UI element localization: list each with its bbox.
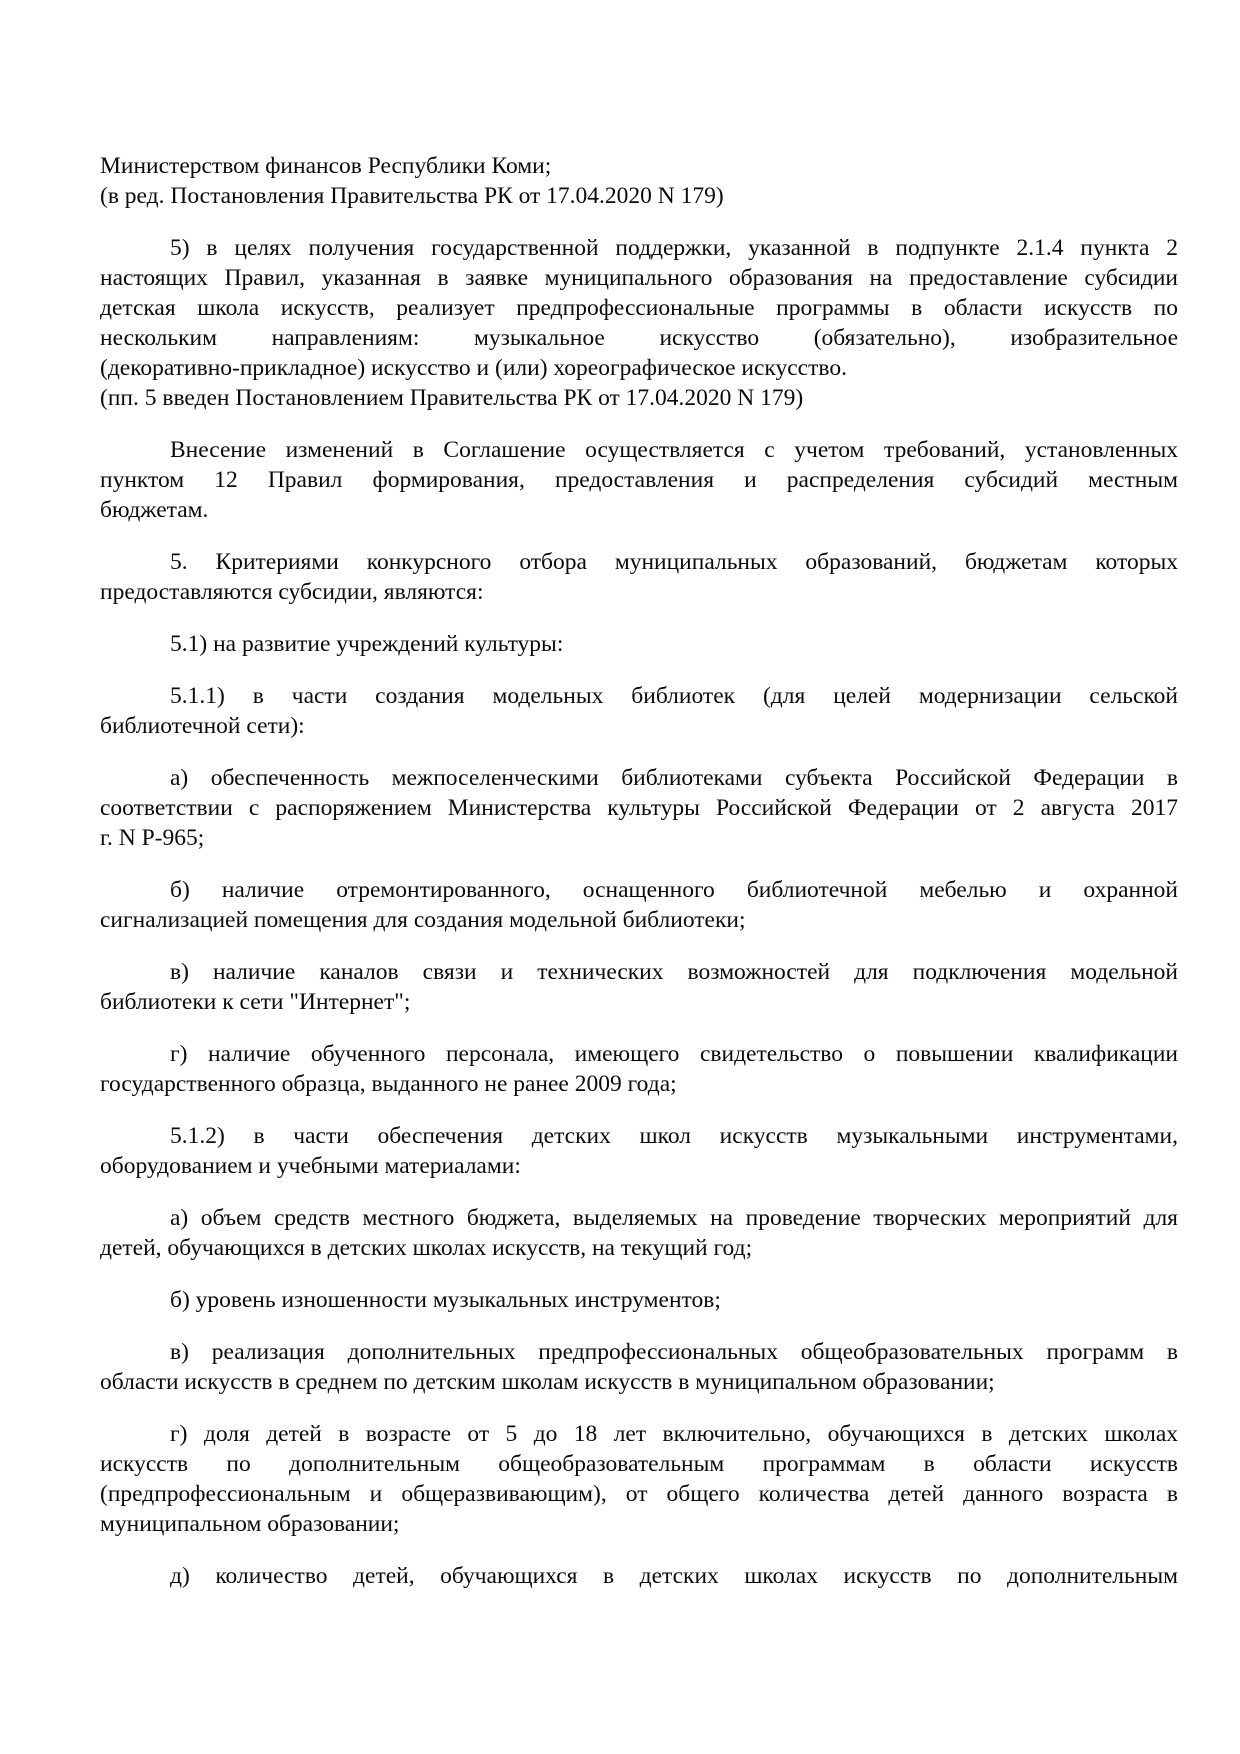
document-body (100, 151, 1178, 1591)
paragraph-edition-note (100, 181, 1178, 211)
paragraph-ministry-line (100, 151, 1178, 181)
paragraph-point-5-1-2-a (100, 1203, 1178, 1263)
paragraph-point-5-1-1-b (100, 875, 1178, 935)
text-line: 5) в целях получения государственной поддержки, указанной в подпункте 2.1.4 пункта 2 (170, 235, 1178, 261)
text-line: оборудованием и учебными материалами: (100, 1153, 521, 1179)
text-line: области искусств в среднем по детским школам искусств в муниципальном образовании; (100, 1369, 995, 1395)
text-line: в) наличие каналов связи и технических возможностей для подключения модельной (170, 959, 1178, 985)
paragraph-point-5-1-1-g (100, 1039, 1178, 1099)
paragraph-point-5-1-1-a (100, 763, 1178, 853)
text-line: (декоративно-прикладное) искусство и (или) хореографическое искусство. (100, 355, 847, 381)
paragraph-point-5-1-2-b (100, 1285, 1178, 1315)
text-line: 5. Критериями конкурсного отбора муниципальных образований, бюджетам которых (170, 549, 1178, 575)
text-line: в) реализация дополнительных предпрофессиональных общеобразовательных программ в (170, 1339, 1178, 1365)
text-line: бюджетам. (100, 497, 209, 523)
paragraph-point-5-1-1 (100, 681, 1178, 741)
paragraph-agreement-changes (100, 435, 1178, 525)
text-line: а) объем средств местного бюджета, выделяемых на проведение творческих мероприятий для (170, 1205, 1178, 1231)
text-line: предоставляются субсидии, являются: (100, 579, 484, 605)
text-line: библиотеки к сети "Интернет"; (100, 989, 411, 1015)
text-line: пунктом 12 Правил формирования, предоставления и распределения субсидий местным (100, 467, 1178, 493)
paragraph-point-5-criteria (100, 547, 1178, 607)
paragraph-point-5-1-2-v (100, 1337, 1178, 1397)
text-line: государственного образца, выданного не ранее 2009 года; (100, 1071, 677, 1097)
text-line: соответствии с распоряжением Министерства культуры Российской Федерации от 2 августа 2017 (100, 795, 1178, 821)
paragraph-point-5-1-2 (100, 1121, 1178, 1181)
text-line: детей, обучающихся в детских школах искусств, на текущий год; (100, 1235, 753, 1261)
text-line: детская школа искусств, реализует предпрофессиональные программы в области искусств по (100, 295, 1178, 321)
text-line: (в ред. Постановления Правительства РК от 17.04.2020 N 179) (100, 183, 724, 209)
text-line: б) наличие отремонтированного, оснащенного библиотечной мебелью и охранной (170, 877, 1178, 903)
paragraph-point-5-1-1-v (100, 957, 1178, 1017)
text-line: а) обеспеченность межпоселенческими библиотеками субъекта Российской Федерации в (170, 765, 1178, 791)
text-line: (предпрофессиональным и общеразвивающим), от общего количества детей данного возраста в (100, 1481, 1178, 1507)
text-line: г) наличие обученного персонала, имеющего свидетельство о повышении квалификации (170, 1041, 1178, 1067)
text-line: библиотечной сети): (100, 713, 305, 739)
text-line: муниципальном образовании; (100, 1511, 400, 1537)
text-line: Министерством финансов Республики Коми; (100, 153, 552, 179)
text-line: Внесение изменений в Соглашение осуществляется с учетом требований, установленных (170, 437, 1178, 463)
paragraph-point-5-1-2-d (100, 1561, 1178, 1591)
text-line: (пп. 5 введен Постановлением Правительства РК от 17.04.2020 N 179) (100, 385, 804, 411)
text-line: д) количество детей, обучающихся в детских школах искусств по дополнительным (170, 1563, 1178, 1589)
text-line: сигнализацией помещения для создания модельной библиотеки; (100, 907, 746, 933)
paragraph-item-5-introduced-note (100, 383, 1178, 413)
text-line: настоящих Правил, указанная в заявке муниципального образования на предоставление субсидии (100, 265, 1178, 291)
text-line: г. N Р-965; (100, 825, 205, 851)
text-line: б) уровень изношенности музыкальных инструментов; (170, 1287, 721, 1313)
paragraph-point-5-1 (100, 629, 1178, 659)
text-line: г) доля детей в возрасте от 5 до 18 лет включительно, обучающихся в детских школах (170, 1421, 1178, 1447)
text-line: 5.1.2) в части обеспечения детских школ искусств музыкальными инструментами, (170, 1123, 1178, 1149)
text-line: нескольким направлениям: музыкальное искусство (обязательно), изобразительное (100, 325, 1178, 351)
text-line: 5.1.1) в части создания модельных библиотек (для целей модернизации сельской (170, 683, 1178, 709)
paragraph-point-5-1-2-g (100, 1419, 1178, 1539)
text-line: искусств по дополнительным общеобразовательным программам в области искусств (100, 1451, 1178, 1477)
text-line: 5.1) на развитие учреждений культуры: (170, 631, 564, 657)
paragraph-item-5-support (100, 233, 1178, 383)
